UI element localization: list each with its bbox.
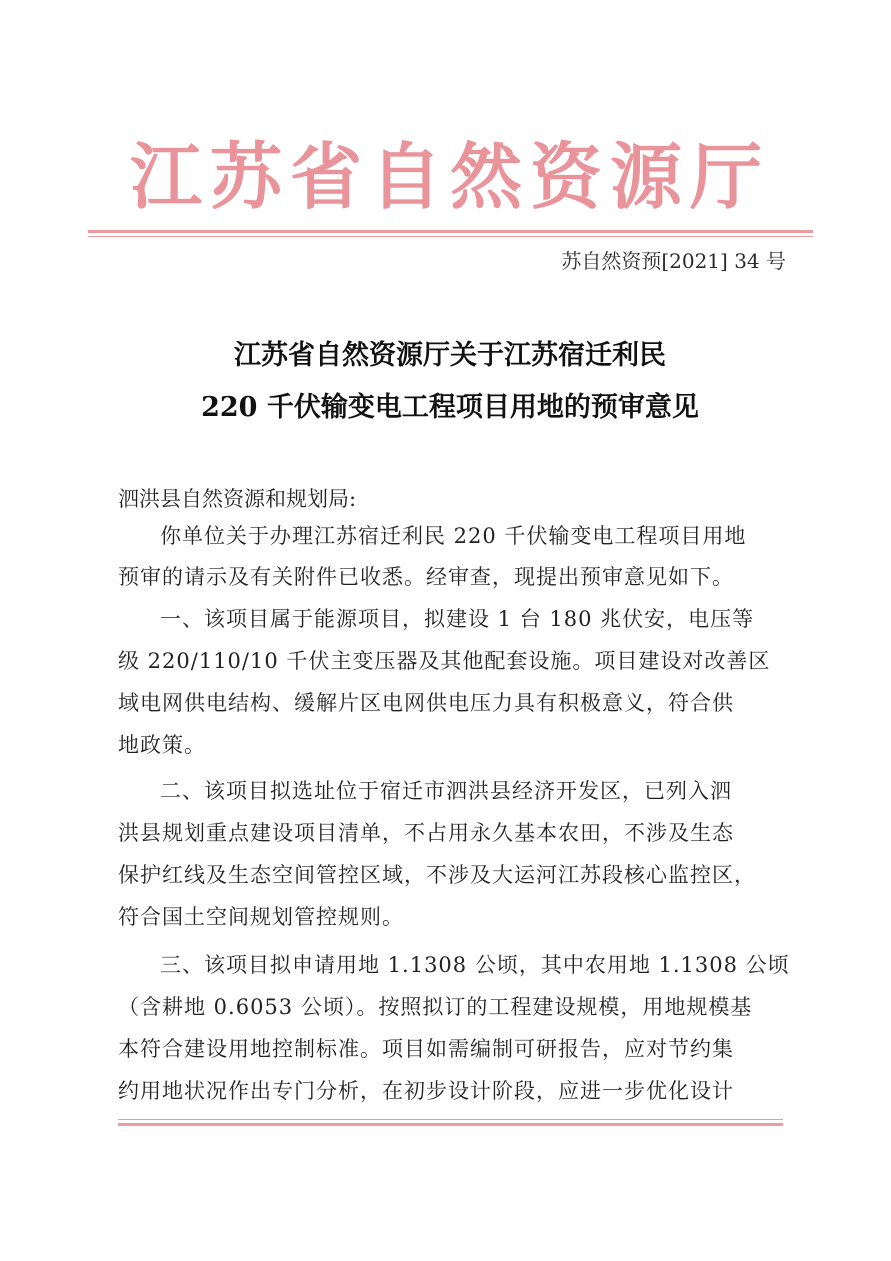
body-line: 域电网供电结构、缓解片区电网供电压力具有积极意义，符合供	[118, 691, 734, 715]
body-line: 二、该项目拟选址位于宿迁市泗洪县经济开发区，已列入泗	[160, 779, 732, 803]
body-line: 你单位关于办理江苏宿迁利民 220 千伏输变电工程项目用地	[160, 524, 747, 548]
body-line: 洪县规划重点建设项目清单，不占用永久基本农田，不涉及生态	[118, 821, 734, 845]
footer-rule-thick	[118, 1123, 783, 1126]
body-line: 保护红线及生态空间管控区域，不涉及大运河江苏段核心监控区，	[118, 863, 756, 887]
body-line: （含耕地 0.6053 公顷）。按照拟订的工程建设规模，用地规模基	[118, 995, 753, 1019]
body-line: 本符合建设用地控制标准。项目如需编制可研报告，应对节约集	[118, 1037, 734, 1061]
body-line: 一、该项目属于能源项目，拟建设 1 台 180 兆伏安，电压等	[160, 607, 755, 631]
body-line: 约用地状况作出专门分析，在初步设计阶段，应进一步优化设计	[118, 1079, 734, 1103]
document-number: 苏自然资预[2021] 34 号	[561, 249, 786, 273]
agency-letterhead: 江苏省自然资源厅	[129, 134, 770, 219]
letterhead-rule-thin	[88, 236, 813, 237]
body-line: 地政策。	[118, 733, 206, 757]
body-line: 级 220/110/10 千伏主变压器及其他配套设施。项目建设对改善区	[118, 649, 771, 673]
letterhead-rule-thick	[88, 230, 813, 233]
document-title-line-2: 220 千伏输变电工程项目用地的预审意见	[201, 392, 699, 423]
footer-rule-thin	[118, 1119, 783, 1120]
recipient-line: 泗洪县自然资源和规划局:	[118, 487, 357, 511]
document-title-line-1: 江苏省自然资源厅关于江苏宿迁利民	[234, 340, 666, 371]
body-line: 三、该项目拟申请用地 1.1308 公顷，其中农用地 1.1308 公顷	[160, 953, 790, 977]
body-line: 预审的请示及有关附件已收悉。经审查，现提出预审意见如下。	[118, 565, 734, 589]
body-line: 符合国土空间规划管控规则。	[118, 905, 404, 929]
